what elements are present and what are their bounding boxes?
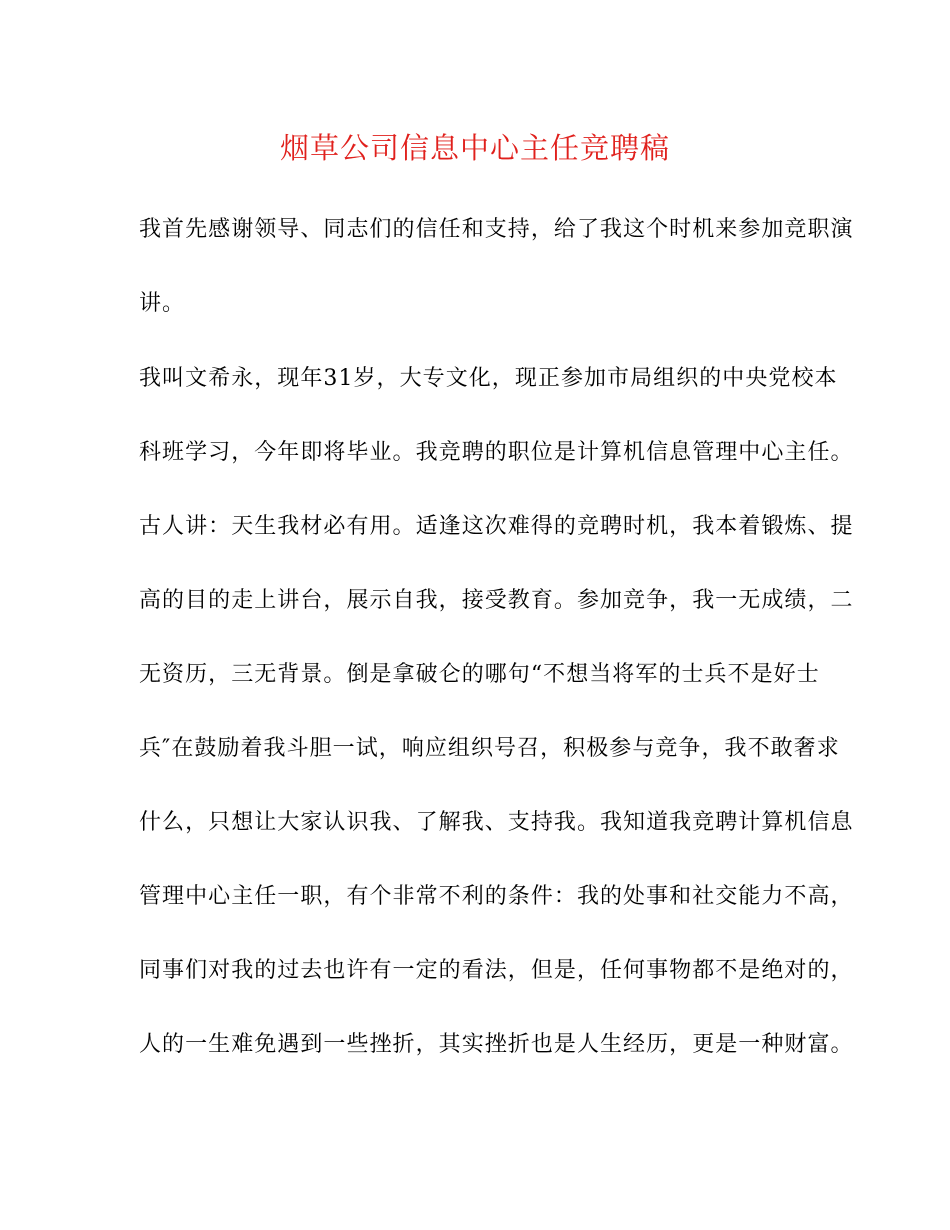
body-line-9: 什么，只想让大家认识我、了解我、支持我。我知道我竞聘计算机信息 <box>139 810 854 835</box>
body-line-5: 古人讲：天生我材必有用。适逢这次难得的竞聘时机，我本着锻炼、提 <box>139 514 854 539</box>
body-line-4: 科班学习，今年即将毕业。我竞聘的职位是计算机信息管理中心主任。 <box>139 440 854 465</box>
body-line-2: 讲。 <box>139 291 186 316</box>
body-line-6: 高的目的走上讲台，展示自我，接受教育。参加竞争，我一无成绩，二 <box>139 588 854 613</box>
document-title: 烟草公司信息中心主任竞聘稿 <box>279 131 670 165</box>
body-line-11: 同事们对我的过去也许有一定的看法，但是，任何事物都不是绝对的， <box>139 958 854 983</box>
body-line-8: 兵″在鼓励着我斗胆一试，响应组织号召，积极参与竞争，我不敢奢求 <box>139 736 840 761</box>
body-line-10: 管理中心主任一职，有个非常不利的条件：我的处事和社交能力不高， <box>139 884 854 909</box>
body-line-12: 人的一生难免遇到一些挫折，其实挫折也是人生经历，更是一种财富。 <box>139 1032 854 1057</box>
body-line-1: 我首先感谢领导、同志们的信任和支持，给了我这个时机来参加竞职演 <box>139 217 854 242</box>
body-line-3: 我叫文希永，现年31岁，大专文化，现正参加市局组织的中央党校本 <box>139 366 838 391</box>
body-line-7: 无资历，三无背景。倒是拿破仑的哪句“不想当将军的士兵不是好士 <box>139 662 820 687</box>
